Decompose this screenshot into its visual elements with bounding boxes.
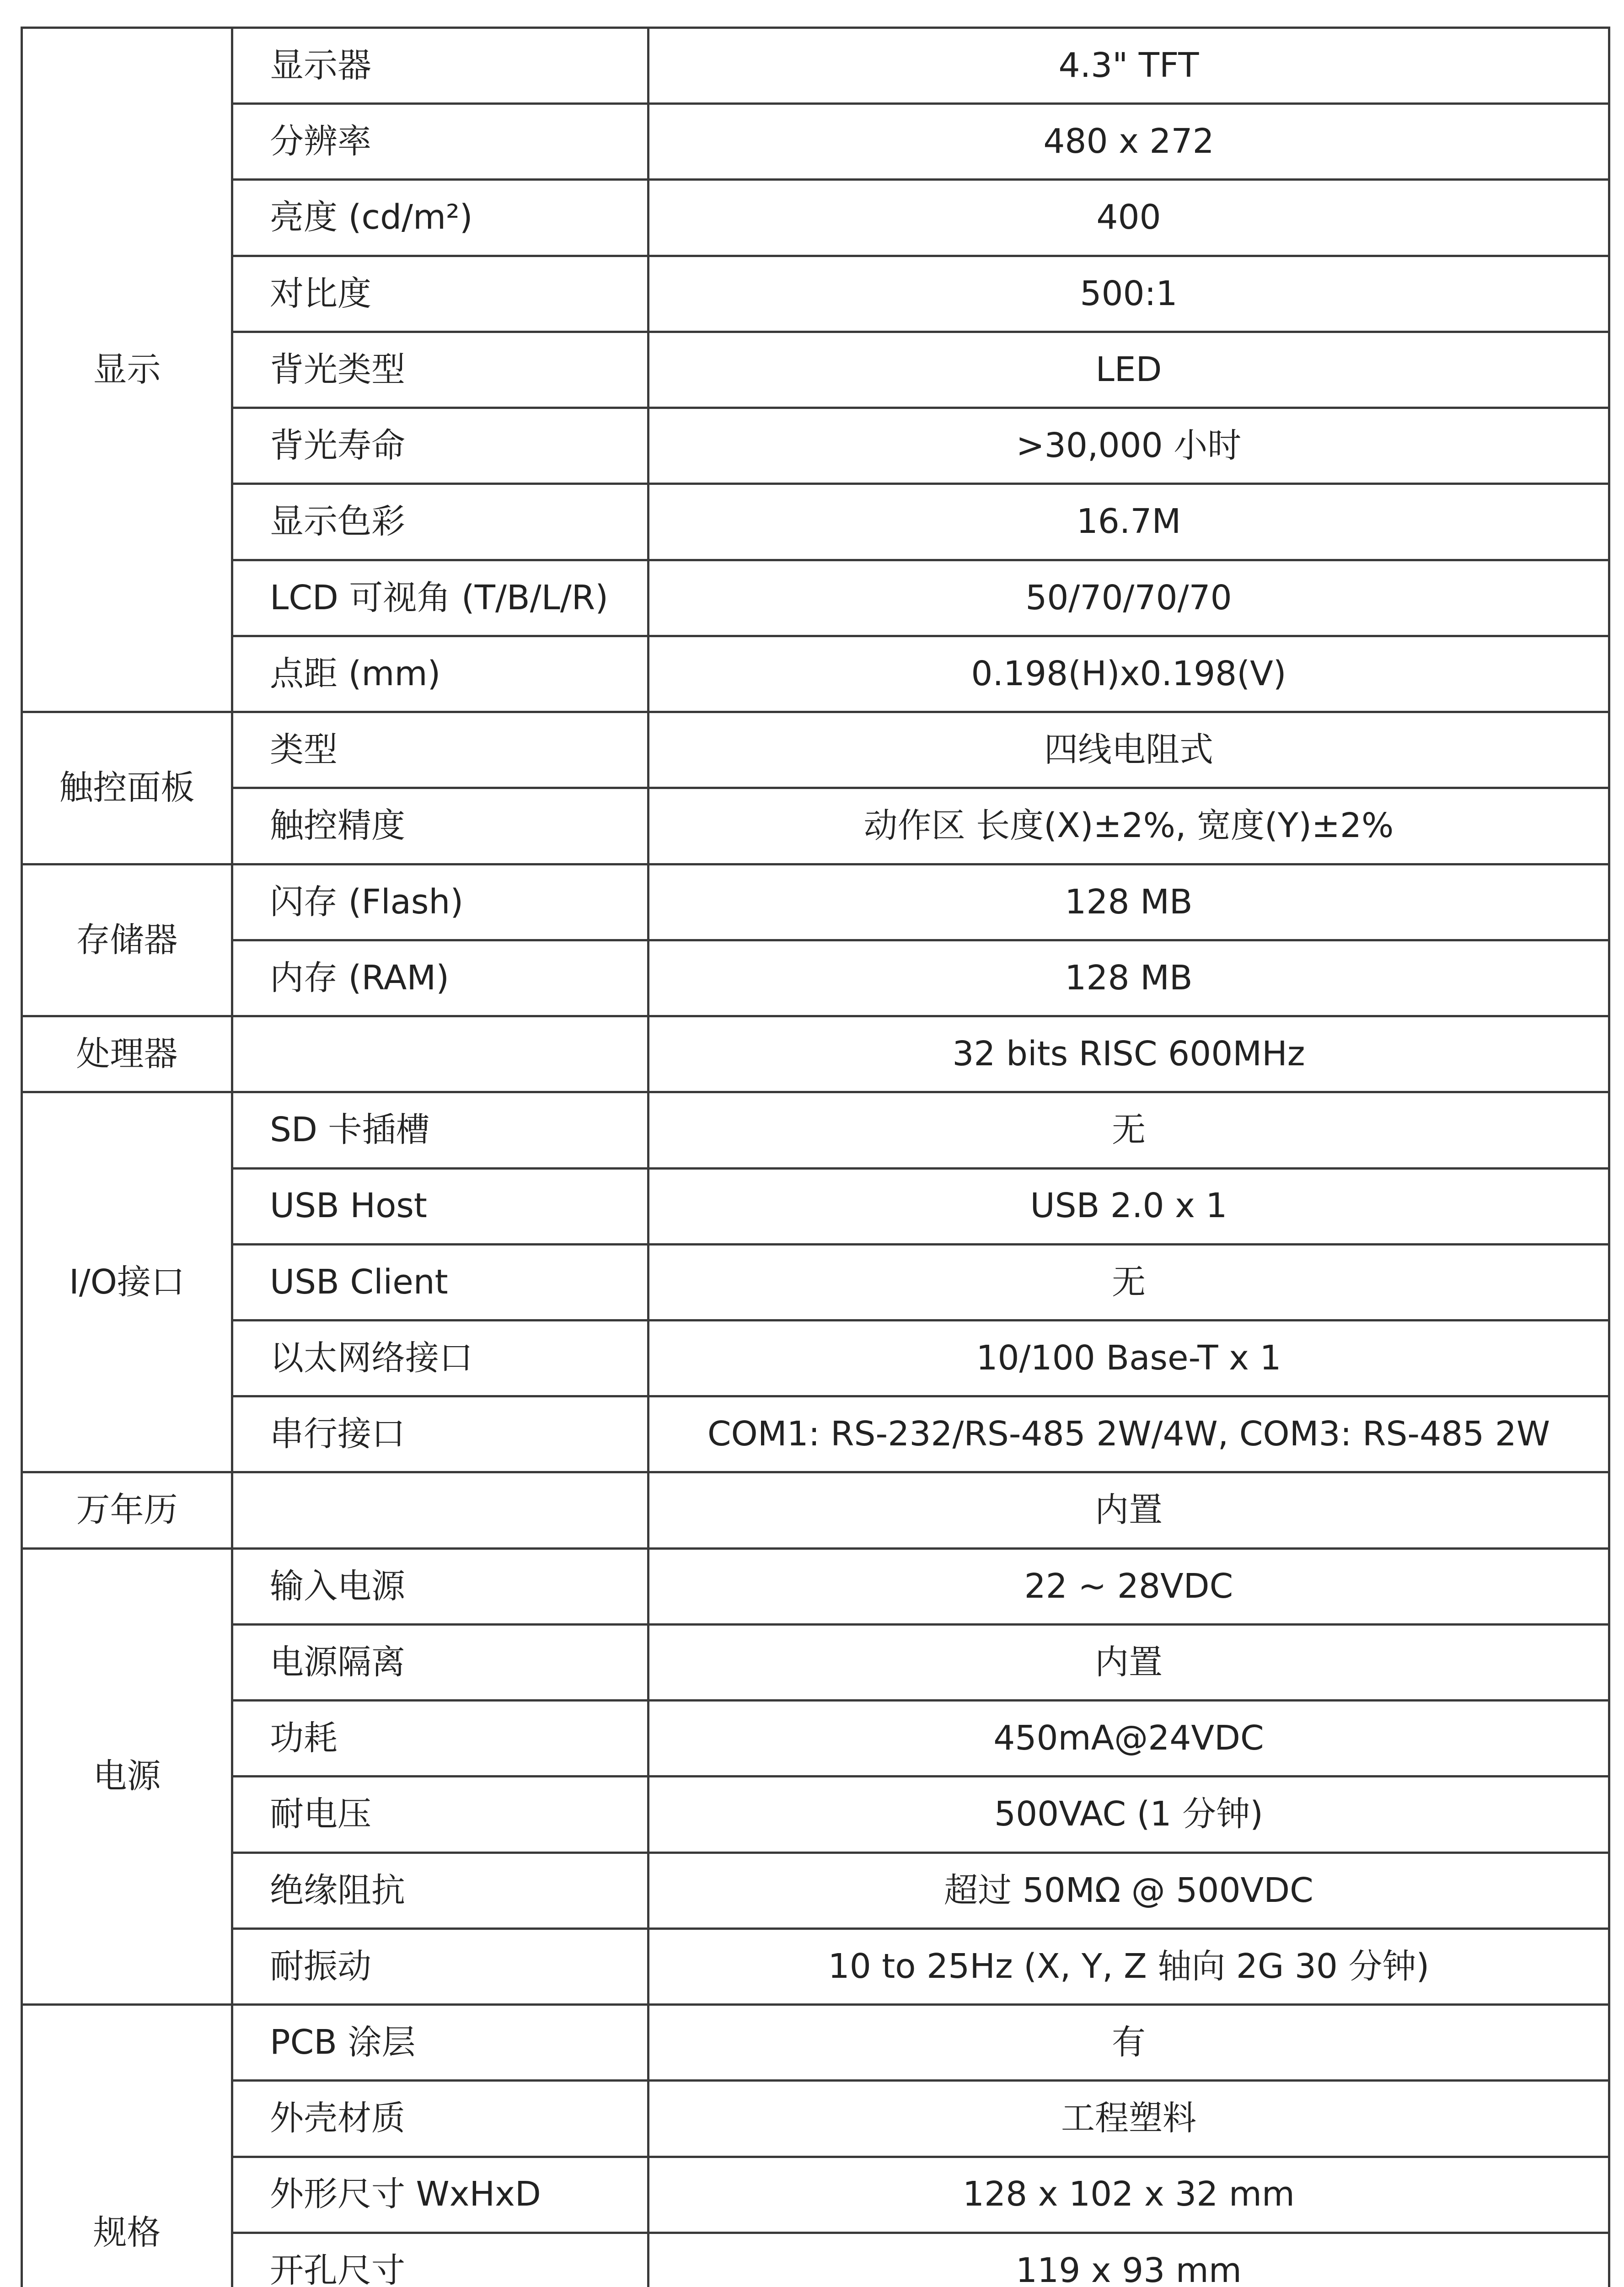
value-cell: USB 2.0 x 1: [649, 1168, 1609, 1244]
value-cell: 超过 50MΩ @ 500VDC: [649, 1852, 1609, 1928]
item-cell: USB Client: [232, 1244, 649, 1320]
value-cell: COM1: RS-232/RS-485 2W/4W, COM3: RS-485 2W: [649, 1396, 1609, 1472]
spec-row: [22, 104, 1609, 180]
item-cell: SD 卡插槽: [232, 1092, 649, 1168]
spec-row: [22, 2233, 1609, 2287]
spec-row: [22, 1396, 1609, 1472]
spec-row: [22, 788, 1609, 864]
value-cell: 128 x 102 x 32 mm: [649, 2157, 1609, 2233]
value-cell: 内置: [649, 1624, 1609, 1700]
item-cell: [232, 1472, 649, 1548]
category-cell: 存储器: [22, 864, 232, 1016]
value-cell: 动作区 长度(X)±2%, 宽度(Y)±2%: [649, 788, 1609, 864]
spec-row: [22, 180, 1609, 256]
spec-table-body: [22, 28, 1609, 2287]
value-cell: 内置: [649, 1472, 1609, 1548]
item-cell: 功耗: [232, 1701, 649, 1777]
spec-row: [22, 332, 1609, 408]
spec-row: [22, 1928, 1609, 2004]
item-cell: 闪存 (Flash): [232, 864, 649, 940]
value-cell: >30,000 小时: [649, 408, 1609, 484]
item-cell: 外壳材质: [232, 2081, 649, 2157]
category-cell: 万年历: [22, 1472, 232, 1548]
spec-row: [22, 636, 1609, 712]
item-cell: 耐电压: [232, 1777, 649, 1852]
value-cell: 500VAC (1 分钟): [649, 1777, 1609, 1852]
value-cell: 无: [649, 1244, 1609, 1320]
spec-row: [22, 1092, 1609, 1168]
spec-row: [22, 1624, 1609, 1700]
value-cell: 50/70/70/70: [649, 560, 1609, 636]
spec-row: [22, 712, 1609, 788]
item-cell: 输入电源: [232, 1548, 649, 1624]
spec-row: [22, 2005, 1609, 2081]
spec-row: [22, 1777, 1609, 1852]
value-cell: 无: [649, 1092, 1609, 1168]
item-cell: 开孔尺寸: [232, 2233, 649, 2287]
category-cell: 规格: [22, 2005, 232, 2287]
spec-row: [22, 256, 1609, 332]
category-cell: 触控面板: [22, 712, 232, 864]
item-cell: USB Host: [232, 1168, 649, 1244]
value-cell: 4.3" TFT: [649, 28, 1609, 104]
spec-row: [22, 1548, 1609, 1624]
item-cell: LCD 可视角 (T/B/L/R): [232, 560, 649, 636]
value-cell: 10/100 Base-T x 1: [649, 1320, 1609, 1396]
spec-row: [22, 940, 1609, 1016]
value-cell: 四线电阻式: [649, 712, 1609, 788]
value-cell: 400: [649, 180, 1609, 256]
value-cell: 有: [649, 2005, 1609, 2081]
value-cell: 119 x 93 mm: [649, 2233, 1609, 2287]
spec-table: [21, 27, 1610, 2287]
value-cell: 128 MB: [649, 940, 1609, 1016]
spec-row: [22, 408, 1609, 484]
item-cell: 分辨率: [232, 104, 649, 180]
spec-row: [22, 864, 1609, 940]
item-cell: 背光类型: [232, 332, 649, 408]
item-cell: PCB 涂层: [232, 2005, 649, 2081]
category-cell: 显示: [22, 28, 232, 712]
item-cell: [232, 1016, 649, 1092]
value-cell: 128 MB: [649, 864, 1609, 940]
item-cell: 耐振动: [232, 1928, 649, 2004]
item-cell: 显示器: [232, 28, 649, 104]
value-cell: 480 x 272: [649, 104, 1609, 180]
spec-row: [22, 484, 1609, 560]
category-cell: 处理器: [22, 1016, 232, 1092]
value-cell: 450mA@24VDC: [649, 1701, 1609, 1777]
category-cell: I/O接口: [22, 1092, 232, 1472]
item-cell: 绝缘阻抗: [232, 1852, 649, 1928]
spec-row: [22, 1472, 1609, 1548]
item-cell: 点距 (mm): [232, 636, 649, 712]
spec-row: [22, 1320, 1609, 1396]
category-cell: 电源: [22, 1548, 232, 2004]
spec-row: [22, 2081, 1609, 2157]
spec-row: [22, 2157, 1609, 2233]
value-cell: 500:1: [649, 256, 1609, 332]
spec-row: [22, 1016, 1609, 1092]
item-cell: 触控精度: [232, 788, 649, 864]
item-cell: 外形尺寸 WxHxD: [232, 2157, 649, 2233]
value-cell: 工程塑料: [649, 2081, 1609, 2157]
spec-row: [22, 1852, 1609, 1928]
item-cell: 以太网络接口: [232, 1320, 649, 1396]
value-cell: 10 to 25Hz (X, Y, Z 轴向 2G 30 分钟): [649, 1928, 1609, 2004]
item-cell: 显示色彩: [232, 484, 649, 560]
spec-row: [22, 1701, 1609, 1777]
spec-row: [22, 28, 1609, 104]
item-cell: 亮度 (cd/m²): [232, 180, 649, 256]
value-cell: 0.198(H)x0.198(V): [649, 636, 1609, 712]
value-cell: 32 bits RISC 600MHz: [649, 1016, 1609, 1092]
item-cell: 对比度: [232, 256, 649, 332]
value-cell: LED: [649, 332, 1609, 408]
value-cell: 16.7M: [649, 484, 1609, 560]
item-cell: 串行接口: [232, 1396, 649, 1472]
item-cell: 电源隔离: [232, 1624, 649, 1700]
value-cell: 22 ~ 28VDC: [649, 1548, 1609, 1624]
item-cell: 类型: [232, 712, 649, 788]
spec-row: [22, 560, 1609, 636]
spec-row: [22, 1244, 1609, 1320]
spec-row: [22, 1168, 1609, 1244]
item-cell: 内存 (RAM): [232, 940, 649, 1016]
item-cell: 背光寿命: [232, 408, 649, 484]
